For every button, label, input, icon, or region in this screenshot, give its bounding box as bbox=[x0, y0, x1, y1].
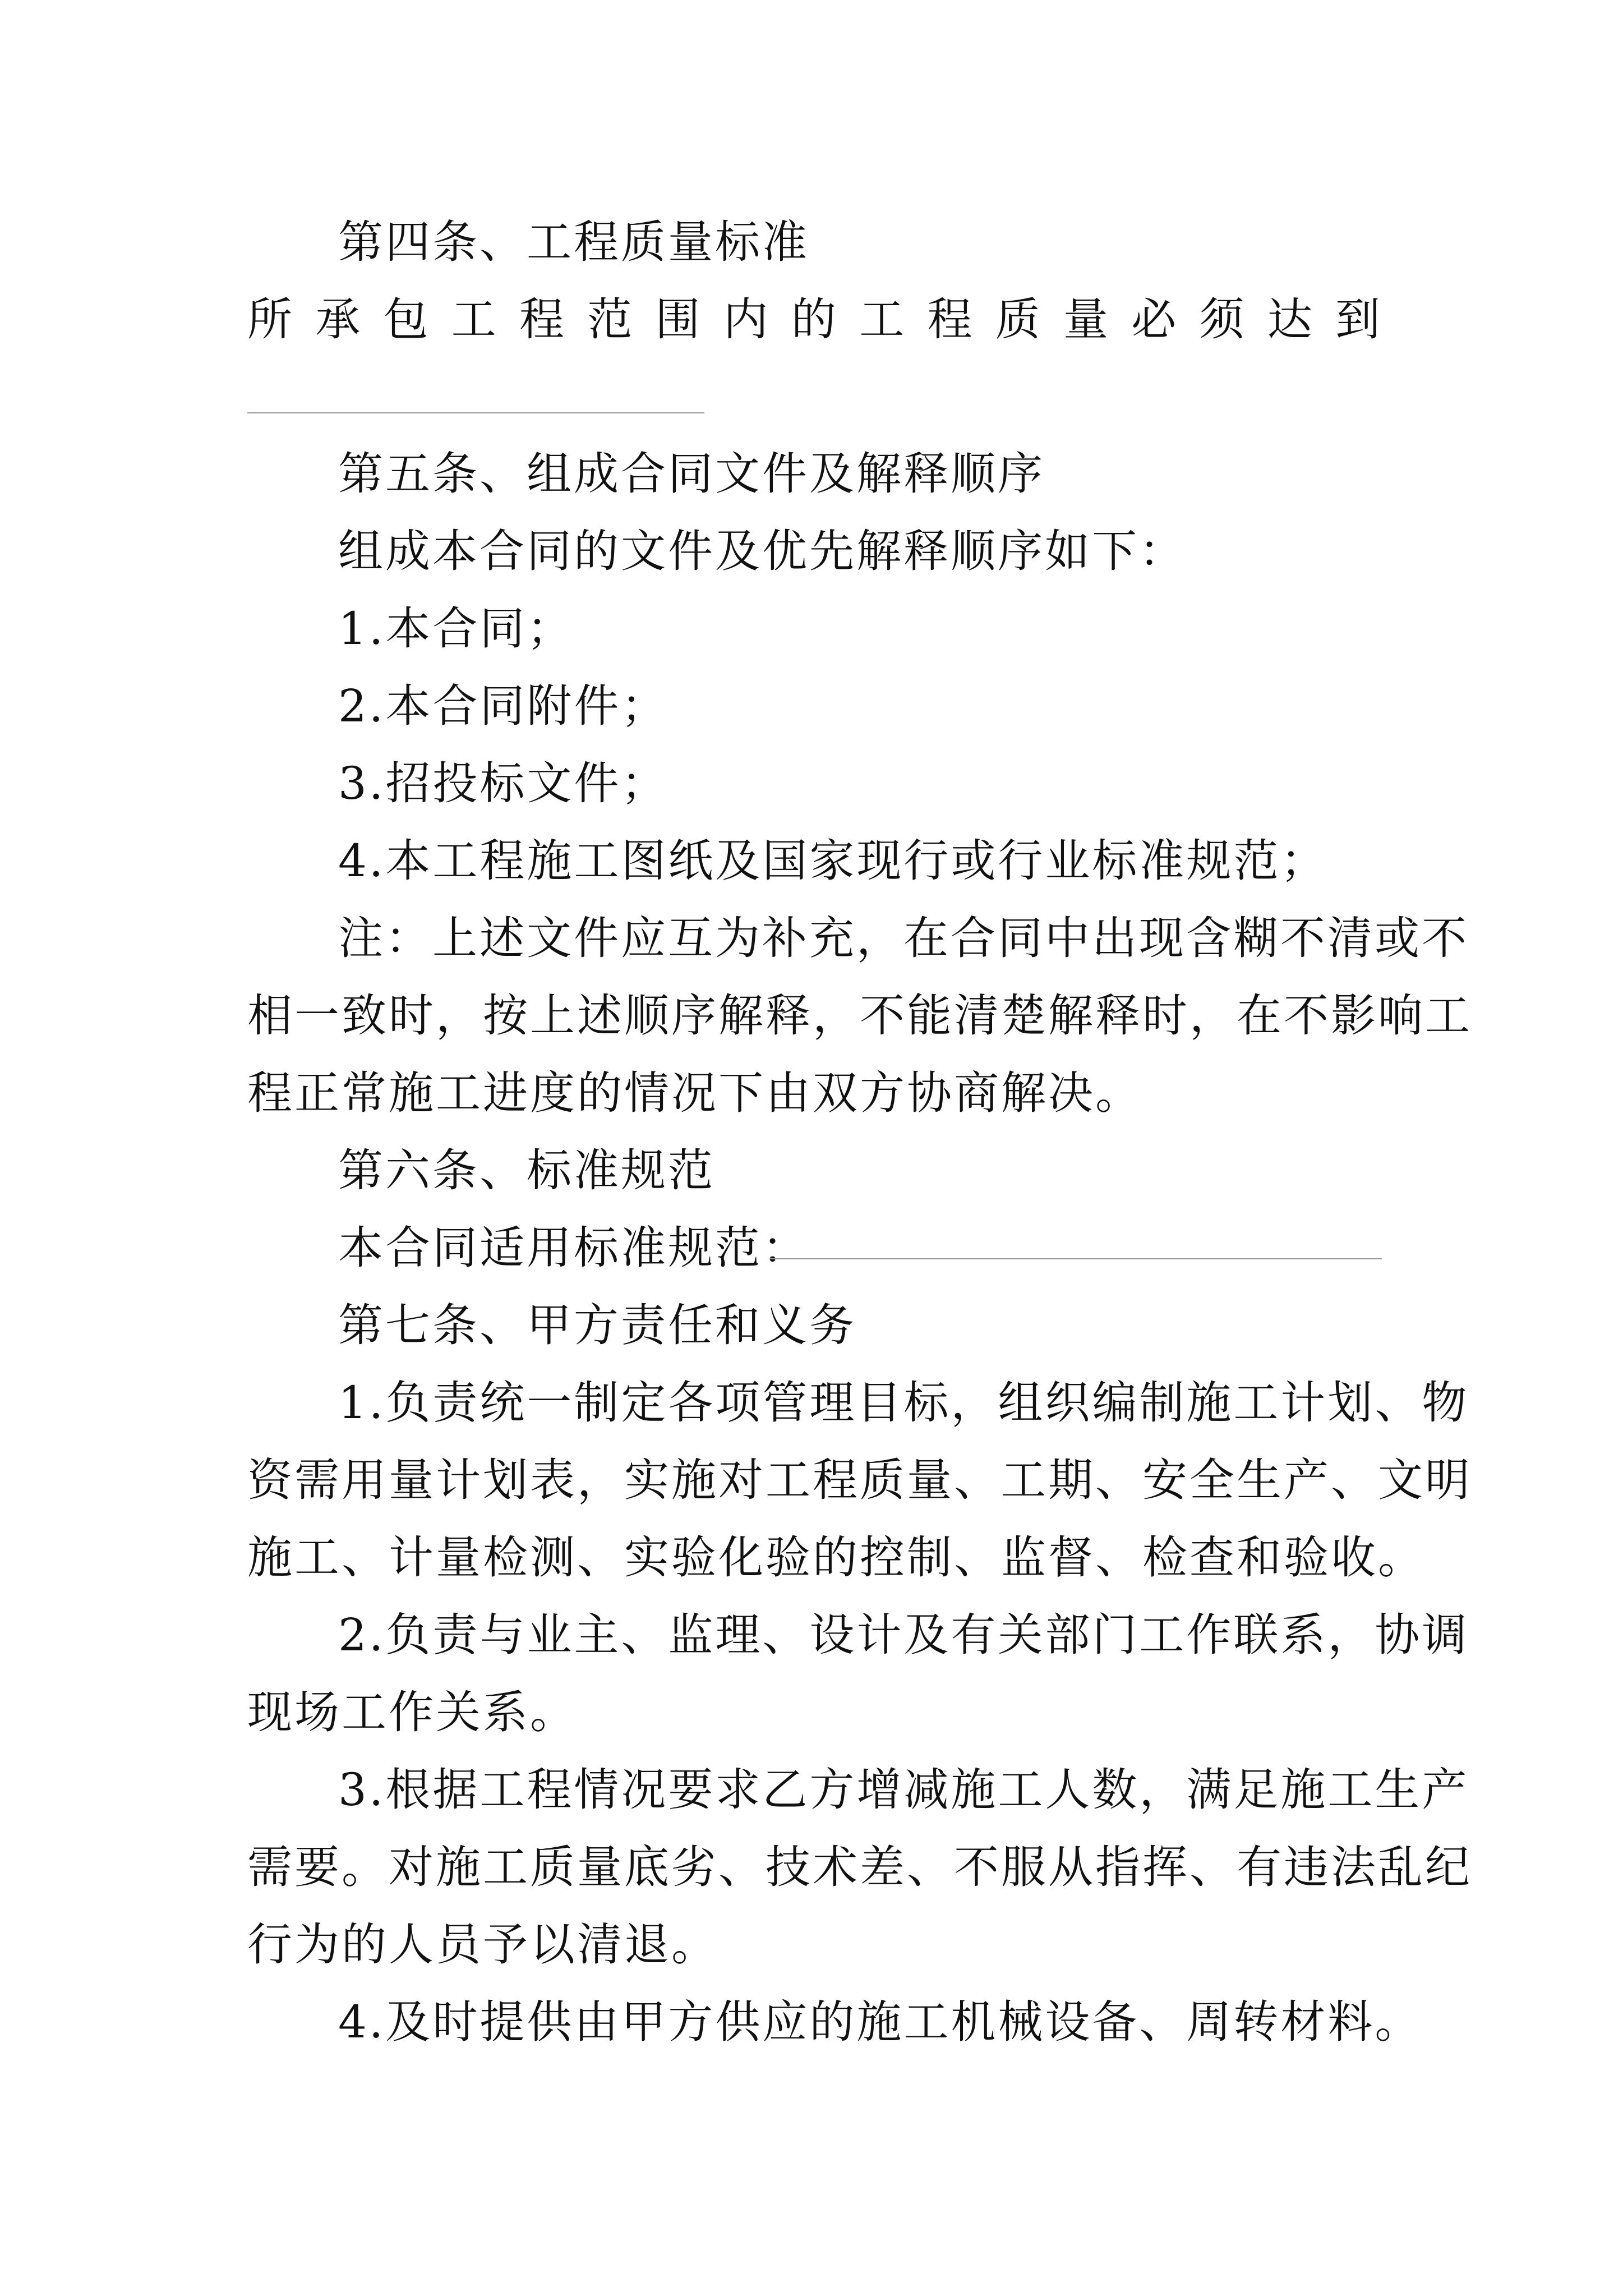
list-item: 2.本合同附件； bbox=[338, 680, 668, 732]
article-5-heading: 第五条、组成合同文件及解释顺序 bbox=[338, 448, 1045, 500]
paragraph-line: 现场工作关系。 bbox=[247, 1686, 577, 1738]
paragraph-line: 行为的人员予以清退。 bbox=[247, 1918, 718, 1971]
article-4-heading: 第四条、工程质量标准 bbox=[338, 216, 809, 268]
paragraph-line: 资需用量计划表，实施对工程质量、工期、安全生产、文明 bbox=[247, 1454, 1472, 1506]
list-item: 4.本工程施工图纸及国家现行或行业标准规范； bbox=[338, 835, 1328, 887]
note-line: 注：上述文件应互为补充，在合同中出现含糊不清或不 bbox=[338, 912, 1469, 964]
paragraph-line: 需要。对施工质量底劣、技术差、不服从指挥、有违法乱纪 bbox=[247, 1841, 1472, 1893]
quality-standard-blank bbox=[247, 412, 704, 413]
standard-blank bbox=[769, 1258, 1382, 1259]
paragraph-line: 4.及时提供由甲方供应的施工机械设备、周转材料。 bbox=[338, 1996, 1422, 2048]
paragraph-line: 1.负责统一制定各项管理目标，组织编制施工计划、物 bbox=[338, 1377, 1469, 1429]
article-6-heading: 第六条、标准规范 bbox=[338, 1144, 715, 1197]
article-7-heading: 第七条、甲方责任和义务 bbox=[338, 1299, 856, 1351]
quality-standard-line: 所 承 包 工 程 范 围 内 的 工 程 质 量 必 须 达 到 bbox=[247, 293, 1380, 346]
list-item: 3.招投标文件； bbox=[338, 757, 668, 809]
standard-label: 本合同适用标准规范： bbox=[338, 1222, 809, 1274]
list-item: 1.本合同； bbox=[338, 602, 574, 655]
note-line: 程正常施工进度的情况下由双方协商解决。 bbox=[247, 1067, 1142, 1119]
paragraph-line: 2.负责与业主、监理、设计及有关部门工作联系，协调 bbox=[338, 1609, 1469, 1661]
paragraph-line: 施工、计量检测、实验化验的控制、监督、检查和验收。 bbox=[247, 1531, 1425, 1584]
article-5-intro: 组成本合同的文件及优先解释顺序如下： bbox=[338, 525, 1186, 577]
paragraph-line: 3.根据工程情况要求乙方增减施工人数，满足施工生产 bbox=[338, 1764, 1469, 1816]
note-line: 相一致时，按上述顺序解释，不能清楚解释时，在不影响工 bbox=[247, 990, 1472, 1042]
